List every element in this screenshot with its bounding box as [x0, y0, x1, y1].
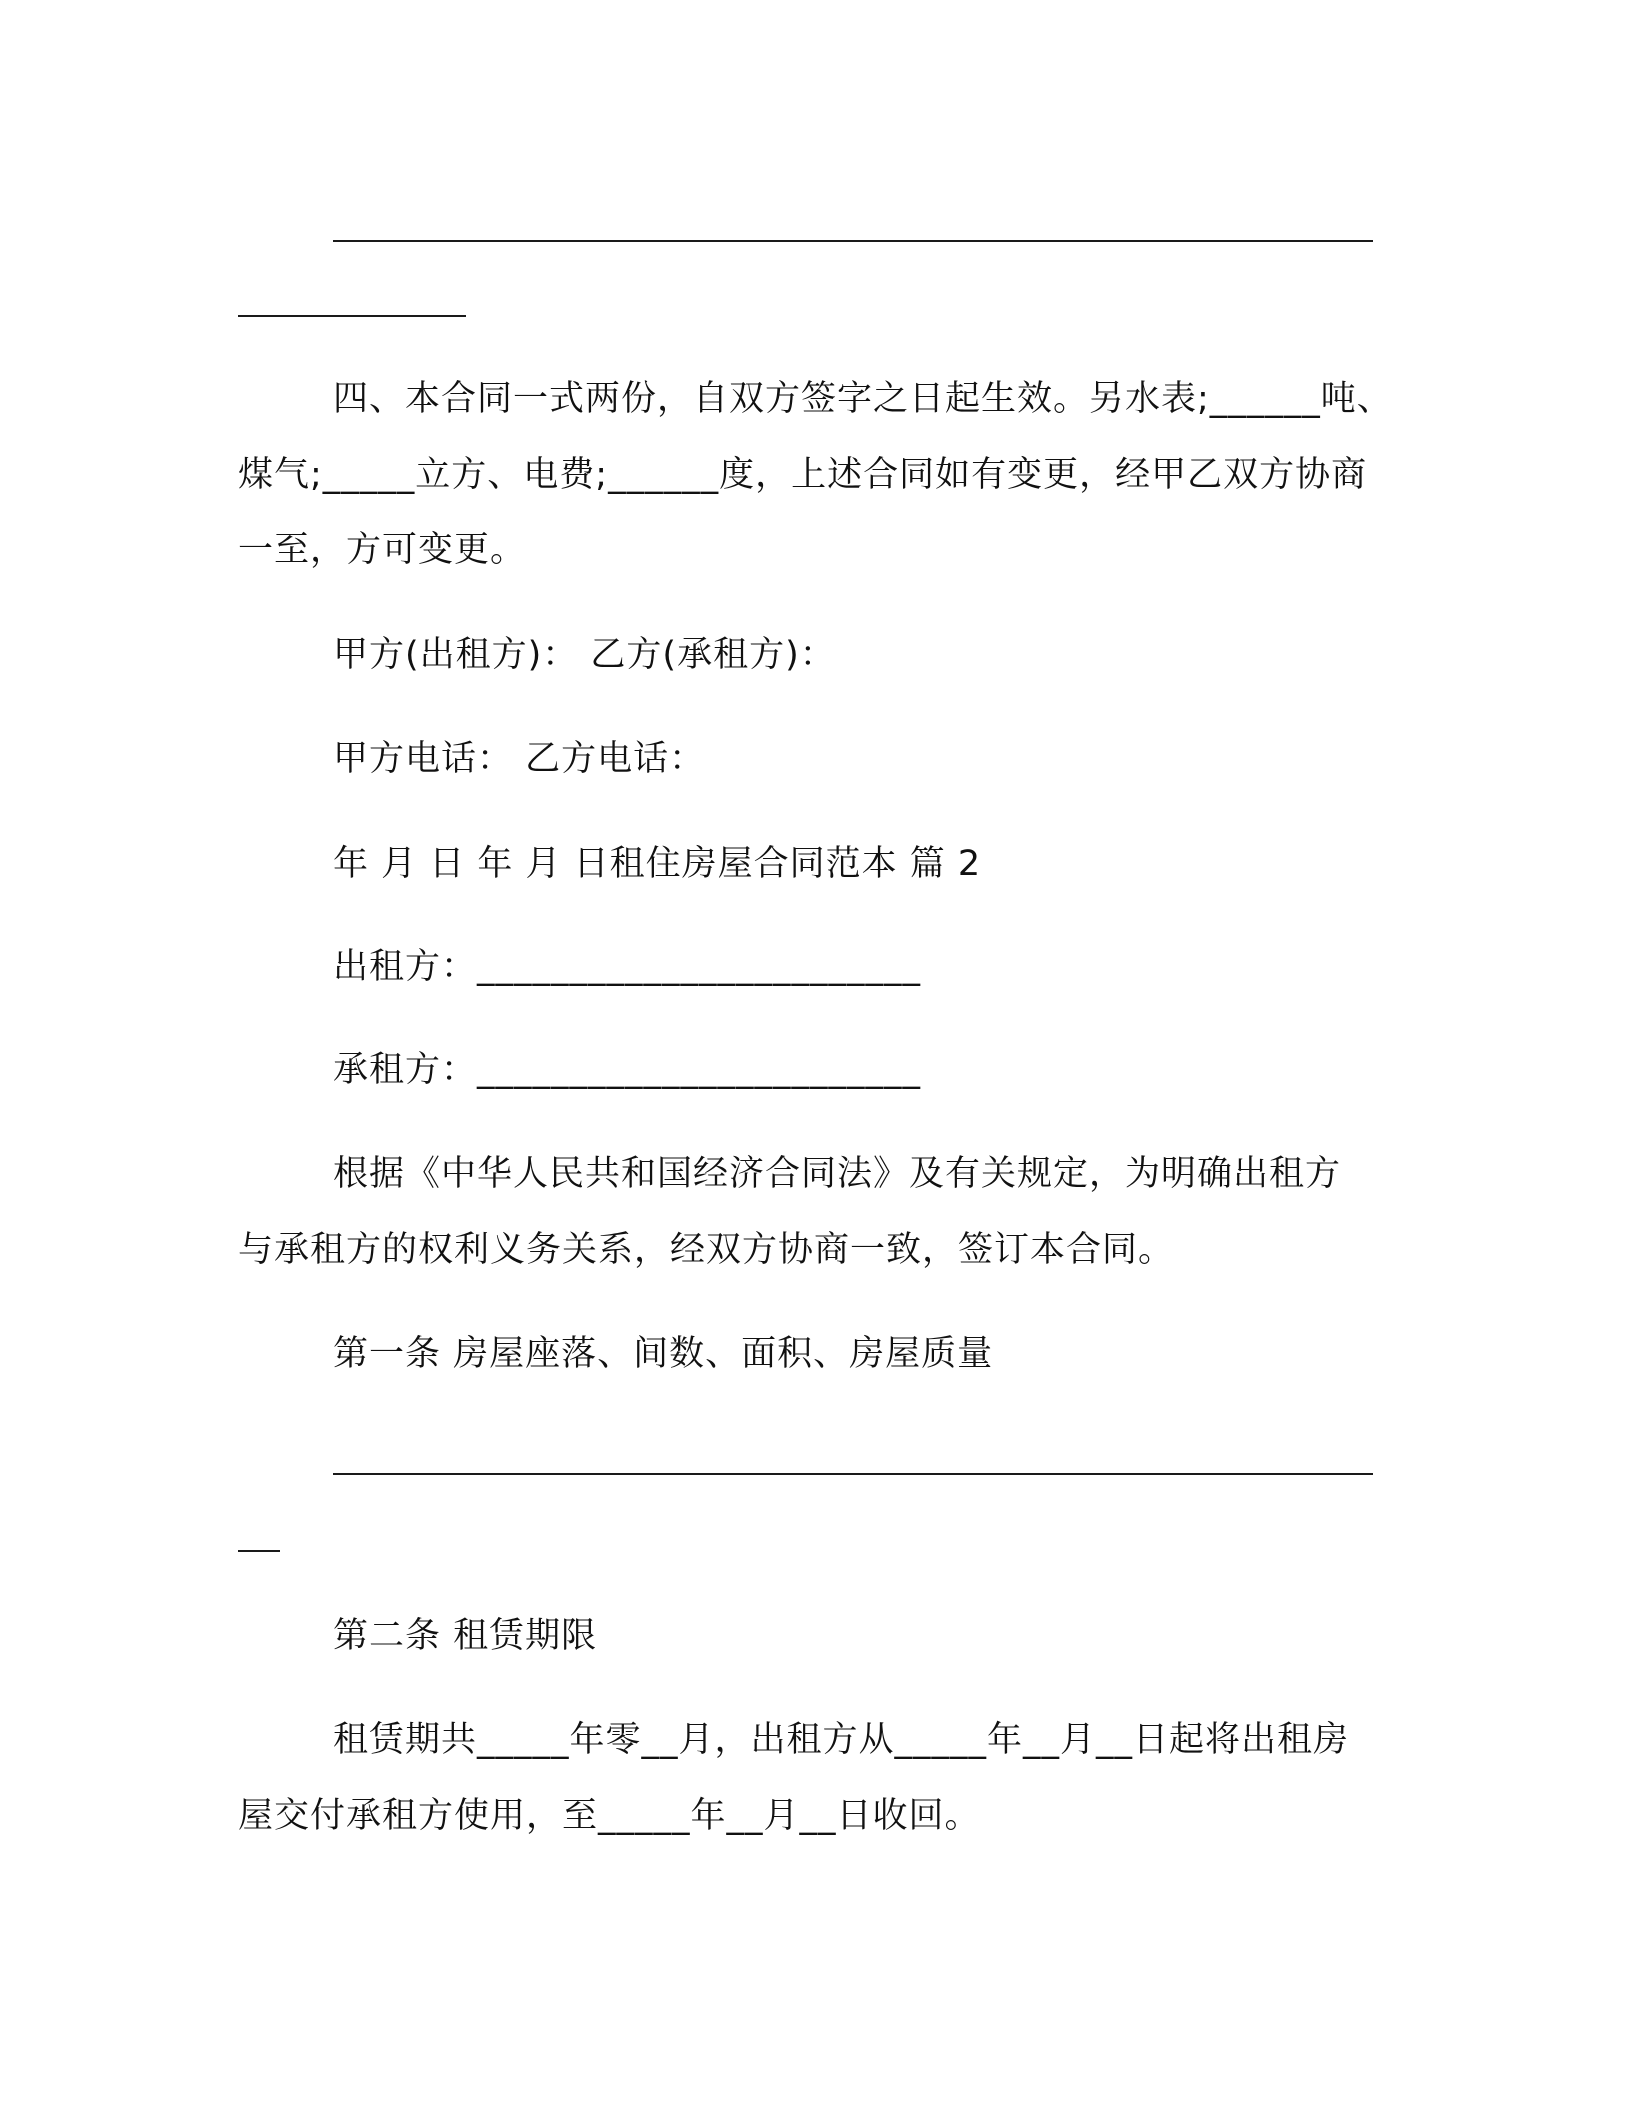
section-heading: 年 月 日 年 月 日租住房屋合同范本 篇 2: [333, 844, 982, 884]
blank-rule: [238, 315, 466, 317]
paragraph-line: 屋交付承租方使用，至_____年__月__日收回。: [238, 1796, 981, 1836]
paragraph-line: 租赁期共_____年零__月，出租方从_____年__月__日起将出租房: [333, 1720, 1350, 1760]
paragraph-line: 煤气;_____立方、电费;______度，上述合同如有变更，经甲乙双方协商: [238, 455, 1368, 495]
signature-phones: 甲方电话： 乙方电话：: [333, 739, 706, 779]
article-heading: 第二条 租赁期限: [333, 1616, 598, 1656]
blank-rule: [238, 1550, 280, 1552]
paragraph-line: 根据《中华人民共和国经济合同法》及有关规定，为明确出租方: [333, 1154, 1342, 1194]
paragraph-line: 一至，方可变更。: [238, 530, 527, 570]
paragraph-line: 四、本合同一式两份，自双方签字之日起生效。另水表;______吨、: [333, 379, 1393, 419]
lessee-field: 承租方：________________________: [333, 1050, 922, 1090]
signature-parties: 甲方(出租方)： 乙方(承租方)：: [333, 635, 836, 675]
blank-rule: [333, 1473, 1373, 1475]
paragraph-line: 与承租方的权利义务关系，经双方协商一致，签订本合同。: [238, 1230, 1175, 1270]
lessor-field: 出租方：________________________: [333, 947, 922, 987]
blank-rule: [333, 240, 1373, 242]
article-heading: 第一条 房屋座落、间数、面积、房屋质量: [333, 1334, 994, 1374]
